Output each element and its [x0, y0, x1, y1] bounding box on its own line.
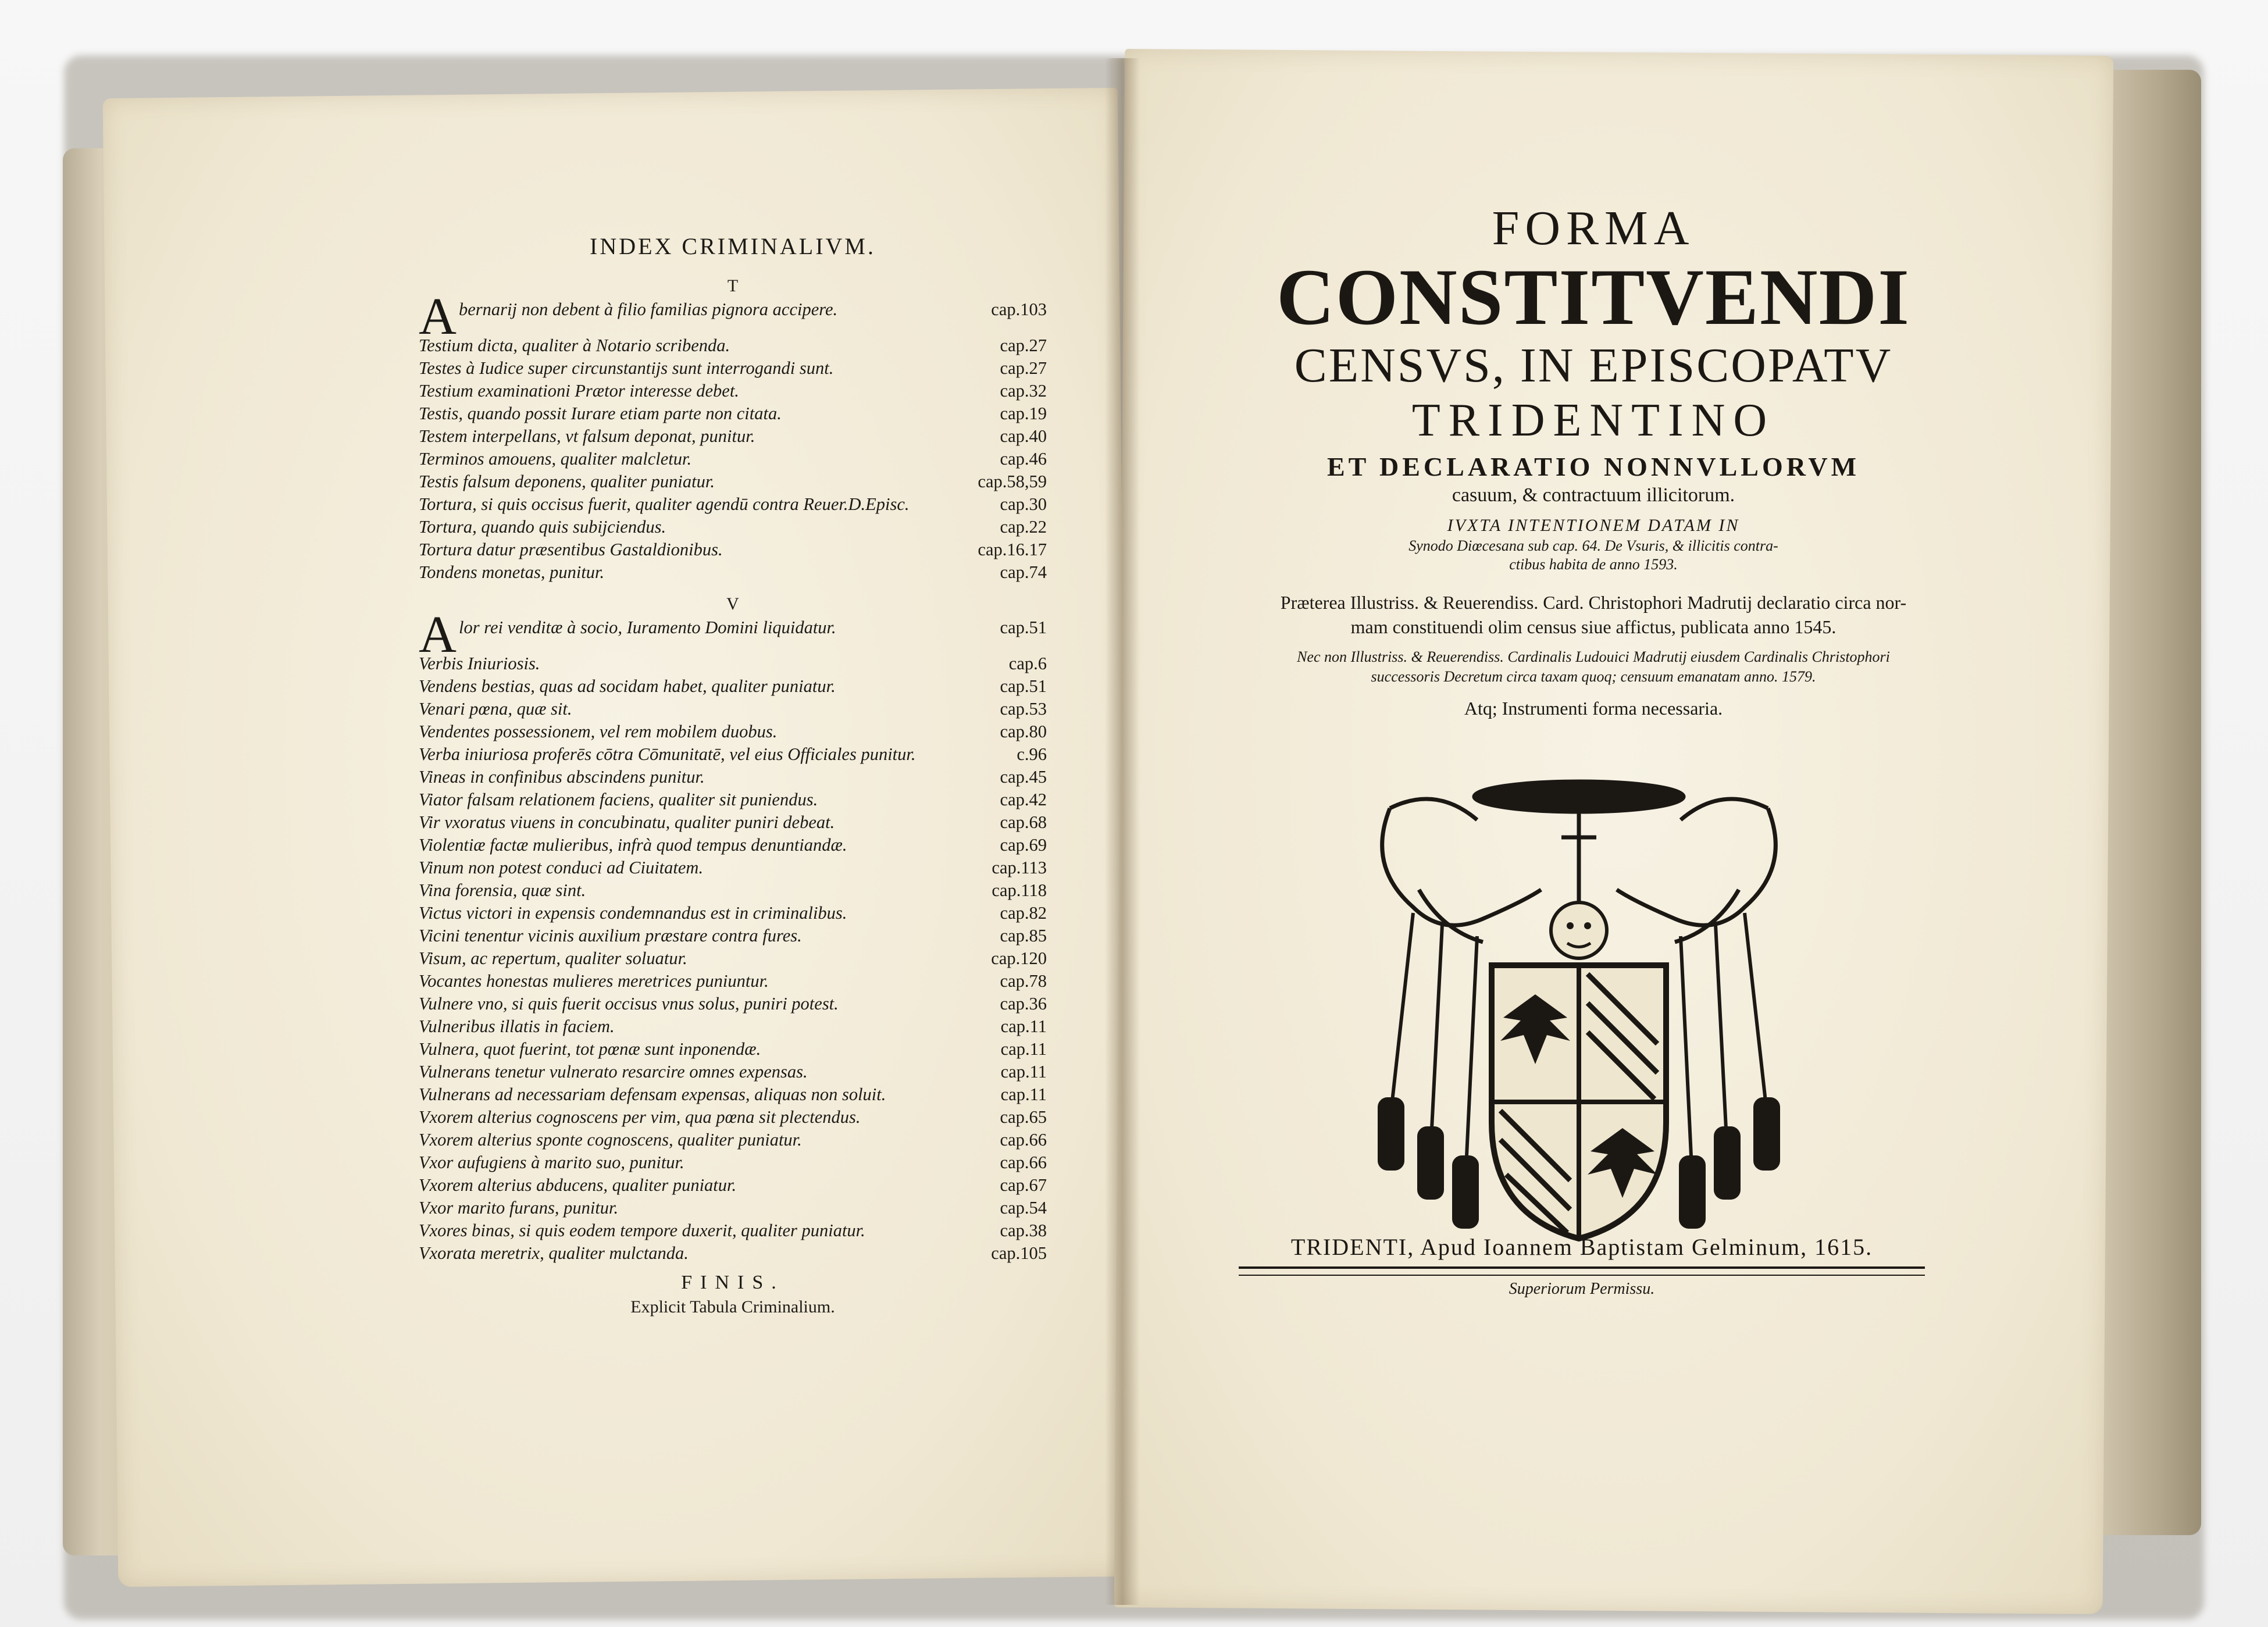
- title-page-text: [1215, 201, 1971, 720]
- finis-text: FINIS.: [681, 1272, 784, 1293]
- index-entry: [419, 380, 1047, 402]
- index-entry-chapter: cap.120: [991, 948, 1047, 968]
- index-entry: [419, 493, 1047, 516]
- index-entry-chapter: cap.66: [1000, 1153, 1047, 1172]
- index-entry: [419, 1197, 1047, 1219]
- index-entry: [419, 448, 1047, 470]
- explicit-text: Explicit Tabula Criminalium.: [630, 1297, 835, 1316]
- index-entry: [419, 288, 1047, 345]
- index-entry-chapter: cap.27: [1000, 358, 1047, 378]
- index-entry-chapter: cap.54: [1000, 1198, 1047, 1218]
- index-entry-chapter: cap.53: [1000, 699, 1047, 719]
- index-entry: [419, 766, 1047, 788]
- index-entry-chapter: cap.45: [1000, 767, 1047, 787]
- section-letter-v: V: [726, 594, 739, 613]
- index-entry-text: Tondens monetas, punitur.: [419, 562, 605, 582]
- index-entry-chapter: cap.27: [1000, 336, 1047, 355]
- index-entry-text: Tortura datur præsentibus Gastaldionibus.: [419, 540, 723, 559]
- index-entry-chapter: cap.113: [992, 858, 1047, 877]
- index-entry-chapter: cap.82: [1000, 903, 1047, 923]
- title-line-census: CENSVS, IN EPISCOPATV: [1294, 338, 1893, 393]
- title-line-instrumenti: Atq; Instrumenti forma necessaria.: [1464, 698, 1723, 719]
- index-entry: [419, 1129, 1047, 1151]
- index-entry-text: Viator falsam relationem faciens, qualiter sit puniendus.: [419, 790, 818, 809]
- imprint: [1239, 1233, 1925, 1299]
- index-entry-text: Vxorem alterius abducens, qualiter puniatur.: [419, 1175, 737, 1195]
- index-entry-text: Testium dicta, qualiter à Notario scribenda.: [419, 336, 730, 355]
- index-entry-chapter: cap.16.17: [978, 540, 1047, 559]
- index-entry-text: Testium examinationi Prætor interesse debet.: [419, 381, 739, 401]
- title-line-nec-non: Nec non Illustriss. & Reuerendiss. Cardinalis Ludouici Madrutij eiusdem Cardinalis Christophori: [1297, 648, 1890, 665]
- index-entry-chapter: cap.65: [1000, 1107, 1047, 1127]
- index-entry-text: Vulnere vno, si quis fuerit occisus vnus solus, puniri potest.: [419, 994, 839, 1014]
- index-entry-text: Vxor marito furans, punitur.: [419, 1198, 619, 1218]
- index-entry-chapter: cap.66: [1000, 1130, 1047, 1150]
- index-entry-chapter: cap.30: [1000, 494, 1047, 514]
- index-entry: [419, 470, 1047, 493]
- index-entry-chapter: cap.11: [1000, 1039, 1047, 1059]
- index-entry-text: Visum, ac repertum, qualiter soluatur.: [419, 948, 687, 968]
- index-entry-text: Verba iniuriosa proferēs cōtra Cōmunitatē, vel eius Officiales punitur.: [419, 744, 916, 764]
- index-entry-chapter: cap.11: [1000, 1016, 1047, 1036]
- index-entry: [419, 925, 1047, 947]
- index-entry-chapter: cap.68: [1000, 812, 1047, 832]
- index-entry-text: Alor rei venditæ à socio, Iuramento Domini liquidatur.: [419, 606, 836, 663]
- index-entry-chapter: cap.36: [1000, 994, 1047, 1014]
- index-entry-text: Vir vxoratus viuens in concubinatu, qualiter puniri debeat.: [419, 812, 835, 832]
- cardinal-coat-of-arms-image: [1367, 773, 1791, 1268]
- index-entry-text: Abernarij non debent à filio familias pignora accipere.: [419, 288, 838, 345]
- index-entry-chapter: cap.11: [1000, 1062, 1047, 1082]
- section-letter-t: T: [727, 276, 739, 295]
- index-entry: [419, 902, 1047, 925]
- index-entry-text: Testes à Iudice super circunstantijs sunt interrogandi sunt.: [419, 358, 834, 378]
- index-entry-text: Vulneribus illatis in faciem.: [419, 1016, 615, 1036]
- title-line-synodo: Synodo Diœcesana sub cap. 64. De Vsuris, & illicitis contra-: [1408, 537, 1778, 554]
- index-entry-chapter: cap.19: [1000, 404, 1047, 423]
- index-list-t: [419, 288, 1047, 584]
- index-entry: [419, 720, 1047, 743]
- index-entry-text: Vendentes possessionem, vel rem mobilem duobus.: [419, 722, 778, 741]
- index-entry-text: Vxorata meretrix, qualiter mulctanda.: [419, 1243, 689, 1263]
- index-entry-chapter: cap.46: [1000, 449, 1047, 469]
- index-entry-text: Vxorem alterius cognoscens per vim, qua pœna sit plectendus.: [419, 1107, 861, 1127]
- index-entry: [419, 993, 1047, 1015]
- index-entry-text: Venari pœna, quæ sit.: [419, 699, 572, 719]
- index-entry-text: Testis, quando possit Iurare etiam parte non citata.: [419, 404, 782, 423]
- title-line-normam: mam constituendi olim census siue affictus, publicata anno 1545.: [1350, 616, 1836, 637]
- index-entry-chapter: cap.78: [1000, 971, 1047, 991]
- index-entry-chapter: cap.42: [1000, 790, 1047, 809]
- imprint-rule: [1239, 1266, 1925, 1276]
- index-entry-text: Terminos amouens, qualiter malcletur.: [419, 449, 692, 469]
- book-gutter: [1105, 58, 1140, 1605]
- index-entry-chapter: cap.11: [1000, 1084, 1047, 1104]
- index-entry-chapter: cap.22: [1000, 517, 1047, 537]
- index-entry-text: Testis falsum deponens, qualiter puniatur.: [419, 472, 715, 491]
- index-entry: [419, 1219, 1047, 1242]
- index-entry-text: Vulnerans ad necessariam defensam expensas, aliquas non soluit.: [419, 1084, 886, 1104]
- index-entry-text: Vicini tenentur vicinis auxilium præstare contra fures.: [419, 926, 802, 945]
- index-entry: [419, 743, 1047, 766]
- index-entry-text: Verbis Iniuriosis.: [419, 654, 540, 673]
- index-entry: [419, 1151, 1047, 1174]
- index-entry-text: Vulnera, quot fuerint, tot pœnæ sunt inponendæ.: [419, 1039, 761, 1059]
- index-entry: [419, 357, 1047, 380]
- index-entry: [419, 970, 1047, 993]
- index-entry-text: Tortura, si quis occisus fuerit, qualiter agendū contra Reuer.D.Episc.: [419, 494, 910, 514]
- index-entry: [419, 811, 1047, 834]
- index-entry-text: Vinum non potest conduci ad Ciuitatem.: [419, 858, 704, 877]
- index-entry-chapter: cap.51: [1000, 618, 1047, 637]
- index-entry: [419, 606, 1047, 663]
- index-entry-text: Tortura, quando quis subijciendus.: [419, 517, 666, 537]
- index-entry-text: Vocantes honestas mulieres meretrices puniuntur.: [419, 971, 769, 991]
- index-entry-chapter: cap.51: [1000, 676, 1047, 696]
- index-entry: [419, 1174, 1047, 1197]
- index-entry-chapter: cap.118: [992, 880, 1047, 900]
- index-entry-chapter: cap.74: [1000, 562, 1047, 582]
- index-entry: [419, 425, 1047, 448]
- index-entry: [419, 857, 1047, 879]
- title-line-successoris: successoris Decretum circa taxam quoq; censuum emanatam anno. 1579.: [1371, 668, 1816, 685]
- title-line-iuxta: IVXTA INTENTIONEM DATAM IN: [1447, 516, 1740, 535]
- index-entry: [419, 788, 1047, 811]
- index-entry: [419, 516, 1047, 538]
- criminal-index: [419, 233, 1047, 1317]
- index-entry-text: Vineas in confinibus abscindens punitur.: [419, 767, 705, 787]
- index-entry-chapter: cap.85: [1000, 926, 1047, 945]
- index-entry: [419, 1083, 1047, 1106]
- index-list-v: [419, 606, 1047, 1265]
- index-entry-text: Vxorem alterius sponte cognoscens, qualiter puniatur.: [419, 1130, 802, 1150]
- index-entry: [419, 675, 1047, 698]
- index-entry-text: Testem interpellans, vt falsum deponat, punitur.: [419, 426, 755, 446]
- index-entry-chapter: cap.40: [1000, 426, 1047, 446]
- index-title: INDEX CRIMINALIVM.: [590, 233, 876, 259]
- index-entry-chapter: cap.58,59: [978, 472, 1047, 491]
- index-entry-text: Vina forensia, quæ sint.: [419, 880, 586, 900]
- index-entry: [419, 538, 1047, 561]
- index-entry: [419, 834, 1047, 857]
- index-entry: [419, 1015, 1047, 1038]
- index-entry-text: Violentiæ factæ mulieribus, infrà quod tempus denuntiandæ.: [419, 835, 847, 855]
- title-line-declaratio: ET DECLARATIO NONNVLLORVM: [1327, 452, 1860, 481]
- index-entry: [419, 879, 1047, 902]
- index-entry-text: Vxor aufugiens à marito suo, punitur.: [419, 1153, 684, 1172]
- index-entry-text: Vxores binas, si quis eodem tempore duxerit, qualiter puniatur.: [419, 1221, 865, 1240]
- title-line-tridentino: TRIDENTINO: [1411, 395, 1775, 446]
- index-entry: [419, 652, 1047, 675]
- index-entry: [419, 698, 1047, 720]
- index-entry-text: Victus victori in expensis condemnandus est in criminalibus.: [419, 903, 847, 923]
- index-entry-text: Vendens bestias, quas ad socidam habet, qualiter puniatur.: [419, 676, 836, 696]
- index-entry: [419, 1106, 1047, 1129]
- index-entry-chapter: c.96: [1017, 744, 1047, 764]
- index-entry-chapter: cap.80: [1000, 722, 1047, 741]
- index-entry-chapter: cap.69: [1000, 835, 1047, 855]
- title-line-casuum: casuum, & contractuum illicitorum.: [1452, 484, 1735, 506]
- index-entry: [419, 1061, 1047, 1083]
- index-entry-text: Vulnerans tenetur vulnerato resarcire omnes expensas.: [419, 1062, 808, 1082]
- index-entry: [419, 1038, 1047, 1061]
- index-entry: [419, 1242, 1047, 1265]
- imprint-line: TRIDENTI, Apud Ioannem Baptistam Gelminum, 1615.: [1290, 1234, 1873, 1260]
- index-entry-chapter: cap.6: [1008, 654, 1047, 673]
- index-entry: [419, 334, 1047, 357]
- index-entry: [419, 561, 1047, 584]
- index-entry-chapter: cap.103: [991, 299, 1047, 319]
- index-entry-chapter: cap.38: [1000, 1221, 1047, 1240]
- index-entry: [419, 947, 1047, 970]
- title-line-constituendi: CONSTITVENDI: [1276, 252, 1910, 341]
- right-page-edges: [2099, 70, 2201, 1535]
- index-entry-chapter: cap.32: [1000, 381, 1047, 401]
- superiorum-permissu: Superiorum Permissu.: [1509, 1280, 1655, 1298]
- index-entry-chapter: cap.67: [1000, 1175, 1047, 1195]
- title-line-forma: FORMA: [1492, 201, 1695, 255]
- index-entry: [419, 402, 1047, 425]
- title-line-habita: ctibus habita de anno 1593.: [1509, 556, 1678, 573]
- index-entry-chapter: cap.105: [991, 1243, 1047, 1263]
- title-line-praeterea: Præterea Illustriss. & Reuerendiss. Card. Christophori Madrutij declaratio circa nor-: [1280, 592, 1907, 613]
